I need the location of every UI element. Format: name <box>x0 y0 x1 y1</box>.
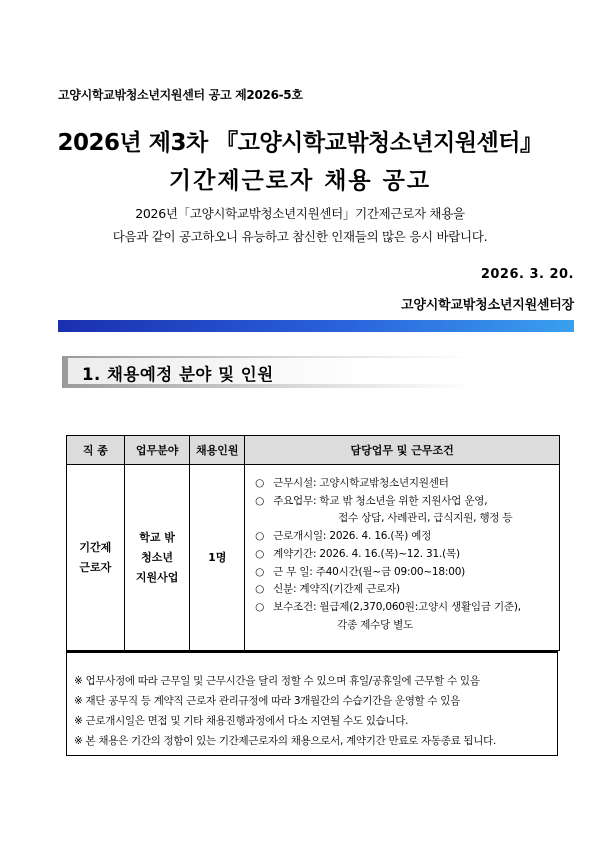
duty-item: ○ 보수조건: 월급제(2,370,060원:고양시 생활임금 기준), <box>255 599 553 617</box>
header-job-type: 직 종 <box>67 436 125 465</box>
field-line-3: 지원사업 <box>135 570 179 584</box>
cell-job-type <box>67 465 125 651</box>
notice-number: 고양시학교밖청소년지원센터 공고 제2026-5호 <box>58 88 303 102</box>
notes-box <box>66 651 558 756</box>
note-item: ※ 근로개시일은 면접 및 기타 채용진행과정에서 다소 지연될 수도 있습니다. <box>74 715 409 727</box>
recruitment-table <box>66 435 560 651</box>
note-item: ※ 업무사정에 따라 근무일 및 근무시간을 달리 정할 수 있으며 휴일/공휴일에 근무할 수 있음 <box>74 675 480 687</box>
field-line-2: 청소년 <box>141 550 174 564</box>
duty-item: ○ 근무시설: 고양시학교밖청소년지원센터 <box>255 475 553 493</box>
title-line-2: 기간제근로자 채용 공고 <box>168 168 432 194</box>
decorative-blue-bar <box>58 320 574 332</box>
cell-work-field <box>124 465 190 651</box>
notice-date: 2026. 3. 20. <box>480 267 574 282</box>
header-duties-conditions: 담당업무 및 근무조건 <box>245 436 560 465</box>
duty-item: ○ 근로개시일: 2026. 4. 16.(목) 예정 <box>255 528 553 546</box>
table-row <box>67 465 560 651</box>
duty-item-continuation: 접수 상담, 사례관리, 급식지원, 행정 등 <box>338 512 513 525</box>
note-item: ※ 재단 공무직 등 계약직 근로자 관리규정에 따라 3개월간의 수습기간을 운영할 수 있음 <box>74 695 460 707</box>
circle-bullet-icon: ○ <box>255 494 265 507</box>
table-header-row <box>67 436 560 465</box>
intro-line-1: 2026년「고양시학교밖청소년지원센터」기간제근로자 채용을 <box>135 206 465 221</box>
note-item: ※ 본 채용은 기간의 정함이 있는 기간제근로자의 채용으로서, 계약기간 만료로 자동종료 됩니다. <box>74 735 497 747</box>
intro-line-2: 다음과 같이 공고하오니 유능하고 참신한 인재들의 많은 응시 바랍니다. <box>112 229 488 244</box>
duty-item: ○ 근 무 일: 주40시간(월~금 09:00~18:00) <box>255 564 553 582</box>
duty-item-continuation: 각종 제수당 별도 <box>337 618 414 631</box>
field-line-1: 학교 밖 <box>139 530 175 544</box>
header-work-field: 업무분야 <box>124 436 190 465</box>
duty-item: ○ 계약기간: 2026. 4. 16.(목)~12. 31.(목) <box>255 546 553 564</box>
intro-text <box>0 202 600 248</box>
circle-bullet-icon: ○ <box>255 565 265 578</box>
circle-bullet-icon: ○ <box>255 477 265 489</box>
circle-bullet-icon: ○ <box>255 600 265 613</box>
cell-headcount: 1명 <box>190 465 245 651</box>
duty-item: ○ 신분: 계약직(기간제 근로자) <box>255 581 553 599</box>
circle-bullet-icon: ○ <box>255 547 265 560</box>
title-line-1: 2026년 제3차 『고양시학교밖청소년지원센터』 <box>57 130 543 156</box>
job-type-line-1: 기간제 <box>79 540 112 554</box>
duty-item: ○ 주요업무: 학교 밖 청소년을 위한 지원사업 운영, <box>255 493 553 511</box>
circle-bullet-icon: ○ <box>255 583 265 596</box>
issuer-name: 고양시학교밖청소년지원센터장 <box>400 298 574 313</box>
header-headcount: 채용인원 <box>190 436 245 465</box>
section-1-header <box>62 356 574 388</box>
section-1-title: 1. 채용예정 분야 및 인원 <box>82 365 274 384</box>
cell-duties <box>245 465 560 651</box>
circle-bullet-icon: ○ <box>255 530 265 543</box>
job-type-line-2: 근로자 <box>79 560 112 574</box>
